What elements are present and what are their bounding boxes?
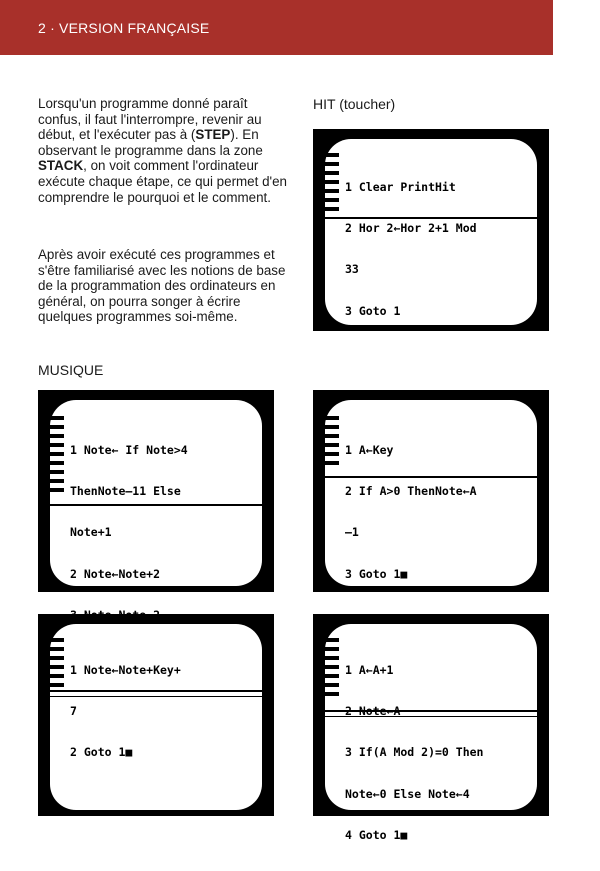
divider-line: [325, 476, 537, 478]
intro-p1-text-c: , on voit comment l'ordinateur exécute chaque étape, ce qui permet d'en comprendre le pourquoi et le comment.: [38, 158, 287, 205]
code-line: 1 A←Key: [345, 442, 394, 457]
intro-p1-stack: STACK: [38, 158, 84, 174]
intro-p1-text-a: Lorsqu'un programme donné paraît confus, il faut l'interrompre, revenir au début, et l'exécuter pas à (: [38, 96, 262, 143]
program-listing: [345, 636, 533, 871]
divider-line: [50, 690, 262, 692]
divider-line: [50, 696, 262, 697]
code-line: 33: [345, 262, 359, 277]
musique-label: MUSIQUE: [38, 362, 104, 378]
page-header-title: 2 · VERSION FRANÇAISE: [38, 20, 210, 36]
stack-markers: [325, 416, 339, 470]
hit-label: HIT (toucher): [313, 96, 396, 112]
code-line: ThenNote—11 Else: [70, 483, 181, 498]
code-line: 1 Clear PrintHit: [345, 179, 456, 194]
divider-line: [325, 217, 537, 219]
code-line: 2 If A>0 ThenNote←A: [345, 483, 477, 498]
stack-markers: [325, 638, 339, 701]
crt-display: [50, 624, 262, 810]
page-header-bar: [0, 0, 553, 55]
stack-markers: [325, 153, 339, 216]
code-line: 7: [70, 703, 77, 718]
divider-line: [325, 716, 537, 717]
crt-display: [325, 624, 537, 843]
code-line: 2 Hor 2←Hor 2+1 Mod: [345, 220, 477, 235]
code-line: 1 Note← If Note>4: [70, 442, 188, 457]
divider-line: [50, 504, 262, 506]
code-line: 2 Goto 1■: [70, 745, 133, 760]
screen-musique-2: [313, 390, 549, 592]
intro-paragraph-1: [38, 96, 288, 205]
screen-musique-3: [38, 614, 274, 816]
crt-display: [325, 400, 537, 586]
screen-musique-4: [313, 614, 549, 843]
code-line: 2 Note←Note+2: [70, 566, 161, 581]
intro-p1-step: STEP: [195, 127, 231, 143]
code-line: 3 Goto 1■: [345, 566, 408, 581]
stack-markers: [50, 638, 64, 692]
crt-display: [325, 139, 537, 325]
program-listing: [345, 416, 533, 609]
code-line: Note+1: [70, 525, 112, 540]
code-line: 3 If(A Mod 2)=0 Then: [345, 745, 484, 760]
intro-p1-text-b: ). En observant le programme dans la zone: [38, 127, 263, 158]
screen-hit: [313, 129, 549, 331]
program-listing: [345, 153, 533, 346]
divider-line: [325, 710, 537, 712]
code-line: 3 Goto 1: [345, 303, 401, 318]
program-listing: [70, 636, 258, 788]
code-line: Note←0 Else Note←4: [345, 786, 470, 801]
stack-markers: [50, 416, 64, 497]
code-line: 1 Note←Note+Key+: [70, 662, 181, 677]
intro-paragraph-2: Après avoir exécuté ces programmes et s'être familiarisé avec les notions de base de la programmation des ordinateurs en général, on pourra songer à écrire quelques programmes soi-même.: [38, 247, 286, 325]
code-line: 4 Goto 1■: [345, 828, 408, 843]
code-line: —1: [345, 525, 359, 540]
screen-musique-1: [38, 390, 274, 592]
crt-display: [50, 400, 262, 586]
code-line: 1 A←A+1: [345, 662, 394, 677]
